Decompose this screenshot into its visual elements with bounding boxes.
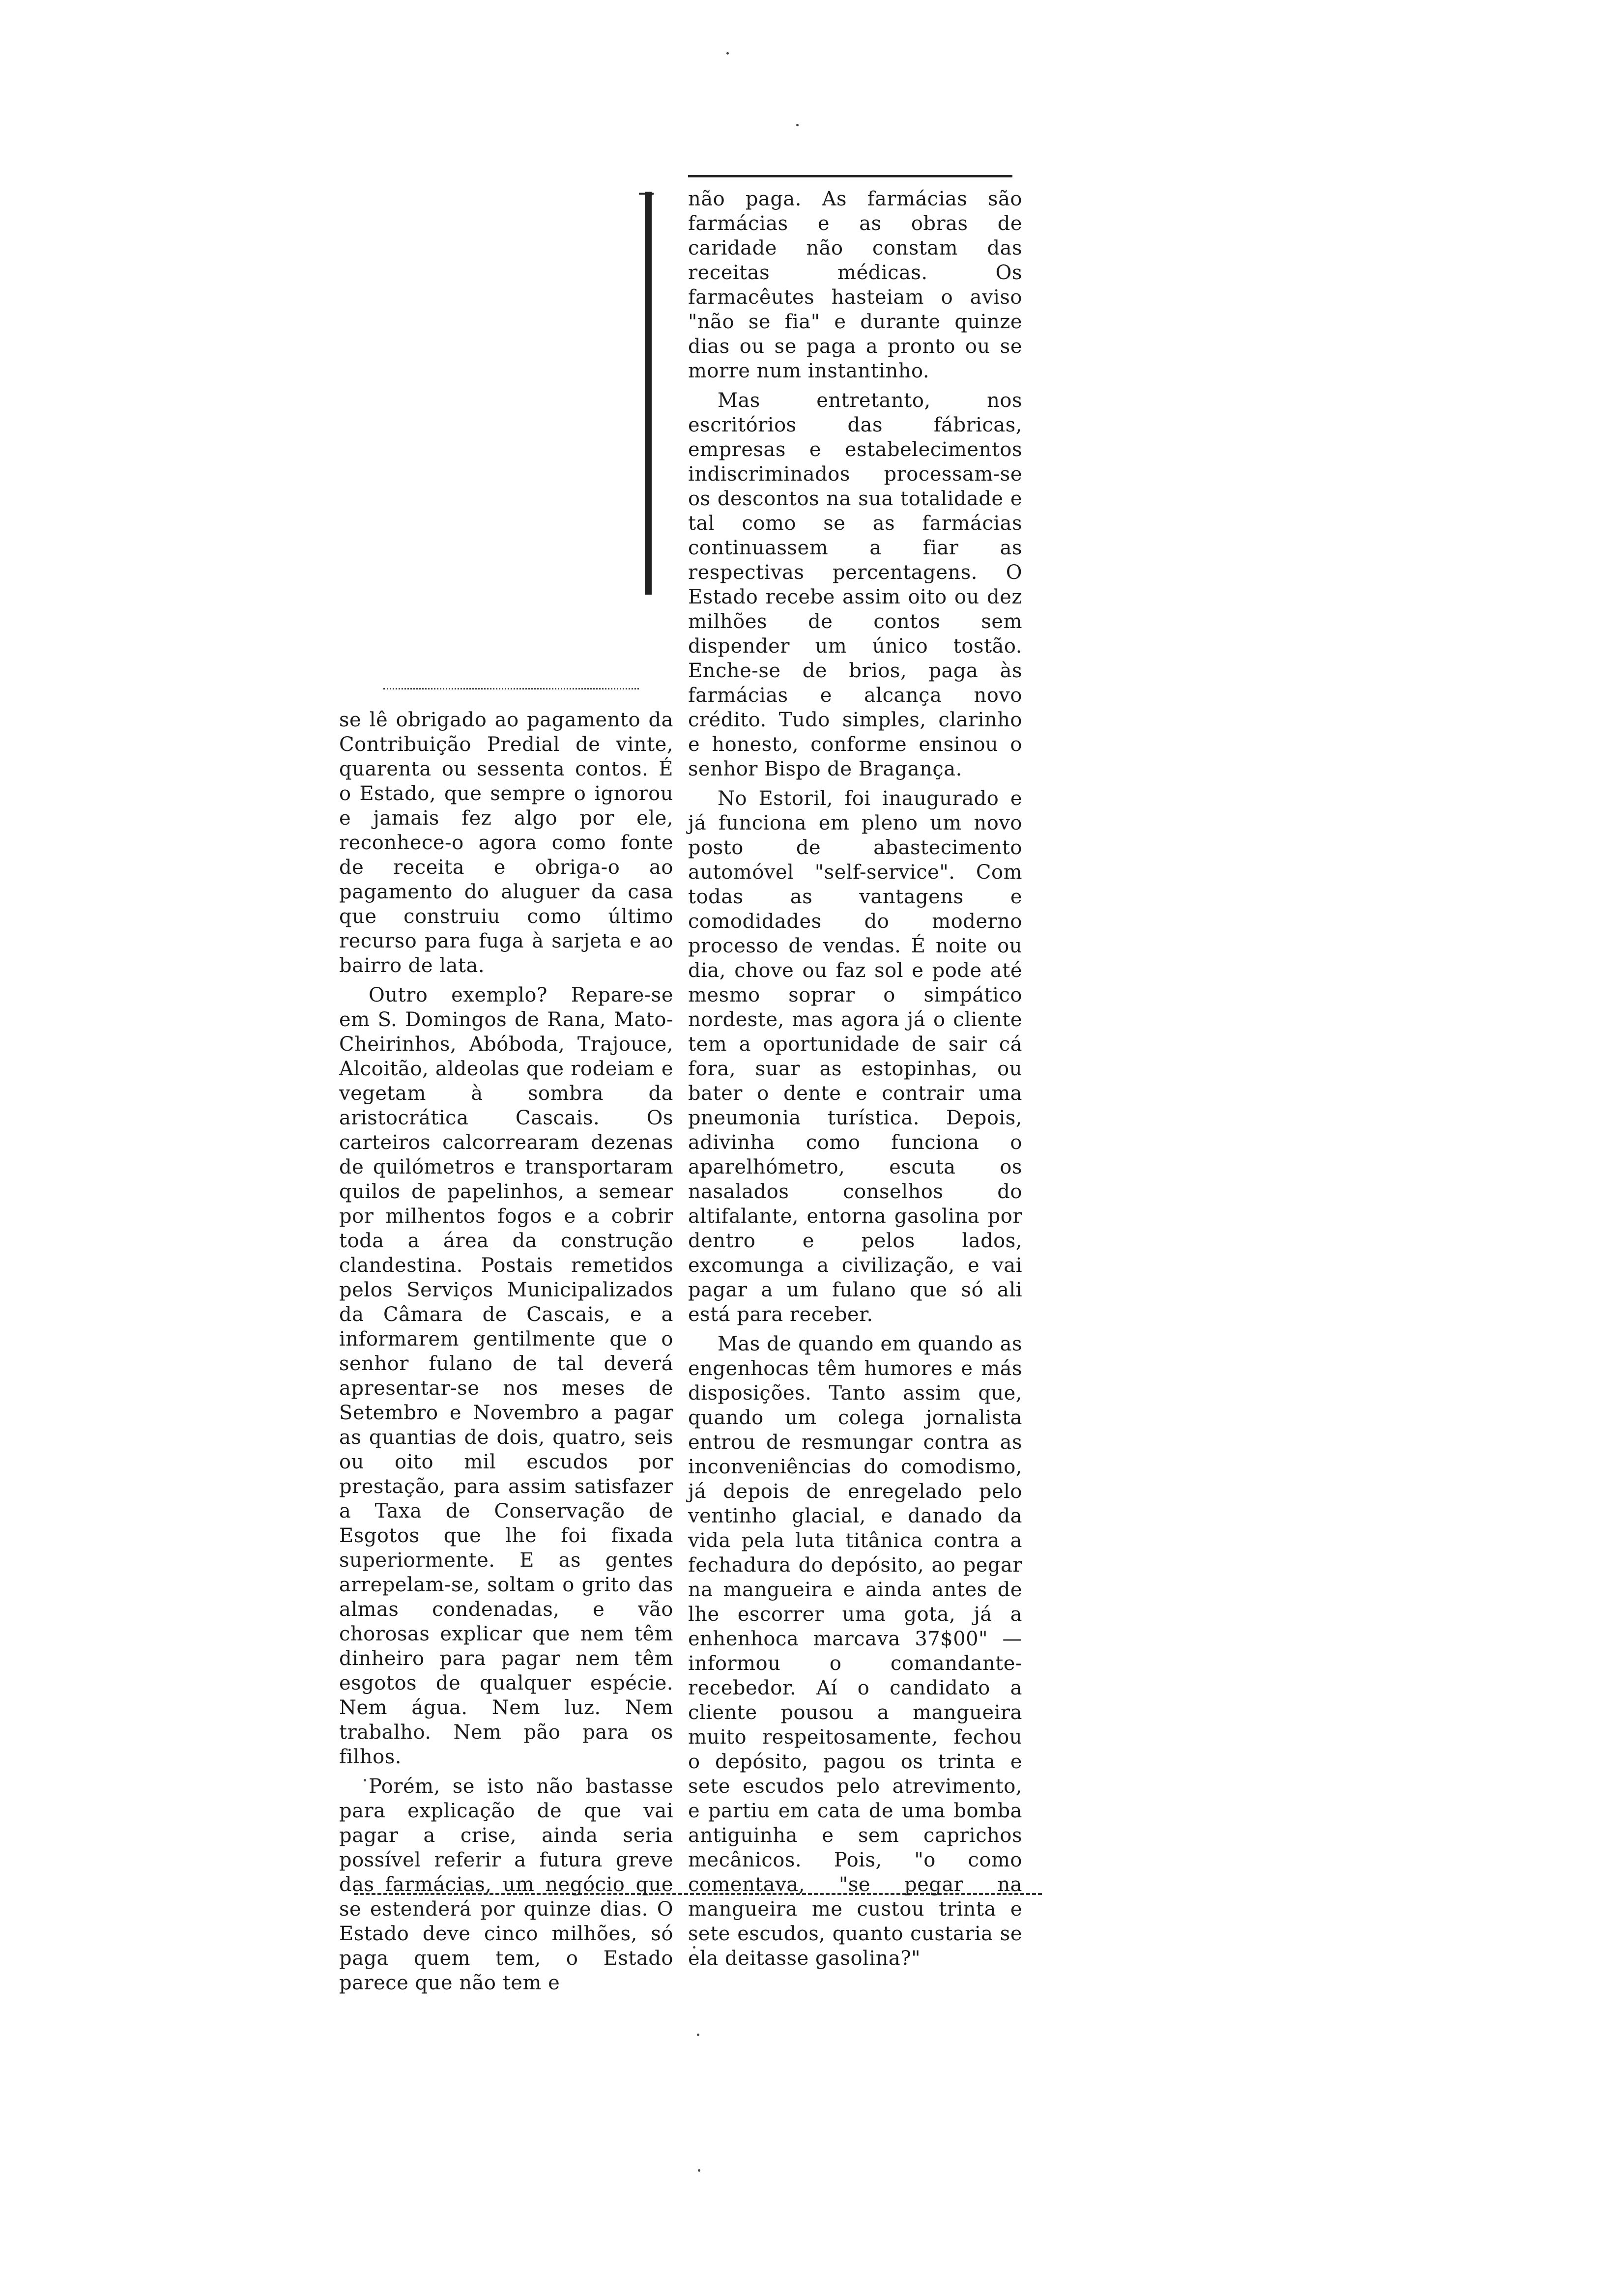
top-rule [688, 175, 1012, 177]
right-column [688, 187, 1022, 1976]
left-column [339, 708, 673, 2000]
scan-speck [726, 52, 729, 55]
column-rule [645, 192, 652, 595]
scan-speck [796, 124, 799, 126]
paragraph: Porém, se isto não bastasse para explicação de que vai pagar a crise, ainda seria possível referir a futura greve das farmácias, um negócio que se estenderá por quinze dias. O Estado deve cinco milhões, só paga quem tem, o Estado parece que não tem e [339, 1775, 673, 1994]
scan-noise-top [383, 688, 639, 694]
scan-speck [698, 2169, 700, 2172]
paragraph: Mas entretanto, nos escritórios das fábricas, empresas e estabelecimentos indiscriminados processam-se os descontos na sua totalidade e tal como se as farmácias continuassem a fiar as respectivas percentagens. O Estado recebe assim oito ou dez milhões de contos sem dispender um único tostão. Enche-se de brios, paga às farmácias e alcança novo crédito. Tudo simples, clarinho e honesto, conforme ensinou o senhor Bispo de Bragança. [688, 389, 1022, 780]
paragraph: Mas de quando em quando as engenhocas têm humores e más disposições. Tanto assim que, quando um colega jornalista entrou de resmungar contra as inconveniências do comodismo, já depois de enregelado pelo ventinho glacial, e danado da vida pela luta titânica contra a fechadura do depósito, ao pegar na mangueira e ainda antes de lhe escorrer uma gota, já a enhenhoca marcava 37$00" — informou o comandante-recebedor. Aí o candidato a cliente pousou a mangueira muito respeitosamente, fechou o depósito, pagou os trinta e sete escudos pelo atrevimento, e partiu em cata de uma bomba antiguinha e sem caprichos mecânicos. Pois, "o como comentava, "se pegar na mangueira me custou trinta e sete escudos, quanto custaria se ela deitasse gasolina?" [688, 1333, 1022, 1970]
scan-speck [697, 2034, 699, 2036]
paragraph: não paga. As farmácias são farmácias e as obras de caridade não constam das receitas médicas. Os farmacêutes hasteiam o aviso "não se fia" e durante quinze dias ou se paga a pronto ou se morre num instantinho. [688, 188, 1022, 382]
paragraph: se lê obrigado ao pagamento da Contribuição Predial de vinte, quarenta ou sessenta contos. É o Estado, que sempre o ignorou e jamais fez algo por ele, reconhece-o agora como fonte de receita e obriga-o ao pagamento do aluguer da casa que construiu como último recurso para fuga à sarjeta e ao bairro de lata. [339, 709, 673, 977]
paragraph: Outro exemplo? Repare-se em S. Domingos de Rana, Mato-Cheirinhos, Abóboda, Trajouce, Alcoitão, aldeolas que rodeiam e vegetam à sombra da aristocrática Cascais. Os carteiros calcorrearam dezenas de quilómetros e transportaram quilos de papelinhos, a semear por milhentos fogos e a cobrir toda a área da construção clandestina. Postais remetidos pelos Serviços Municipalizados da Câmara de Cascais, e a informarem gentilmente que o senhor fulano de tal deverá apresentar-se nos meses de Setembro e Novembro a pagar as quantias de dois, quatro, seis ou oito mil escudos por prestação, para assim satisfazer a Taxa de Conservação de Esgotos que lhe foi fixada superiormente. E as gentes arrepelam-se, soltam o grito das almas condenadas, e vão chorosas explicar que nem têm dinheiro para pagar nem têm esgotos de qualquer espécie. Nem água. Nem luz. Nem trabalho. Nem pão para os filhos. [339, 984, 673, 1768]
paragraph: No Estoril, foi inaugurado e já funciona em pleno um novo posto de abastecimento automóvel "self-service". Com todas as vantagens e comodidades do moderno processo de vendas. É noite ou dia, chove ou faz sol e pode até mesmo soprar o simpático nordeste, mas agora já o cliente tem a oportunidade de sair cá fora, suar as estopinhas, ou bater o dente e contrair uma pneumonia turística. Depois, adivinha como funciona o aparelhómetro, escuta os nasalados conselhos do altifalante, entorna gasolina por dentro e pelos lados, excomunga a civilização, e vai pagar a um fulano que só ali está para receber. [688, 787, 1022, 1326]
